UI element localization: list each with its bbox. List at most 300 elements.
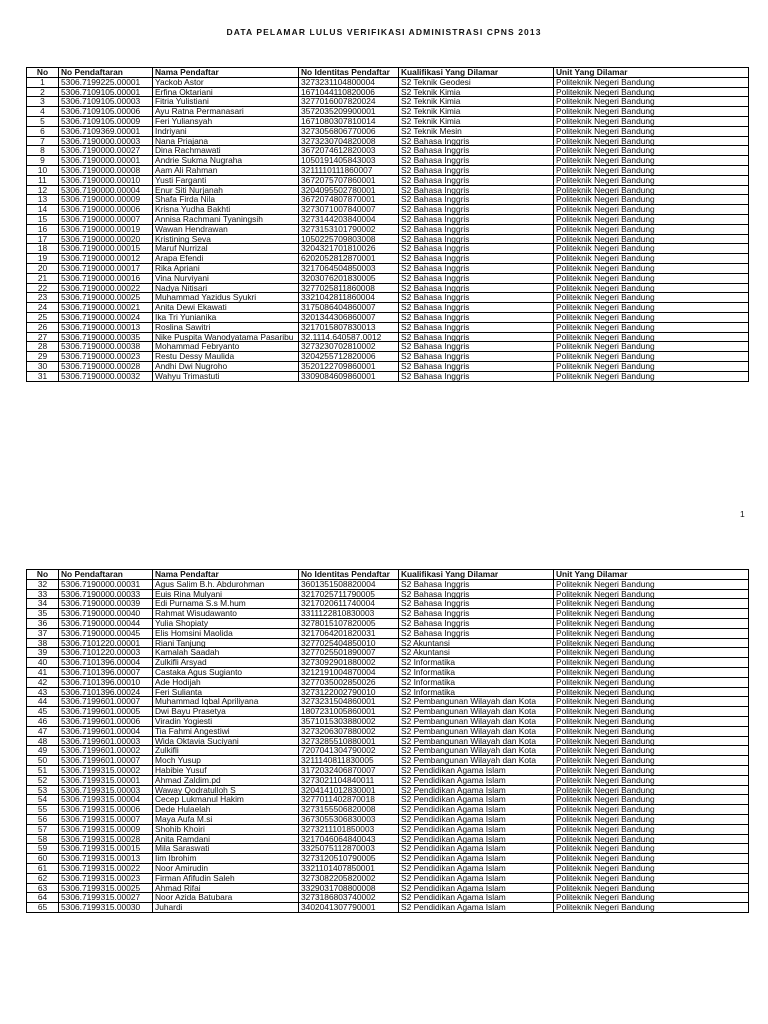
cell-qualification: S2 Pendidikan Agama Islam bbox=[399, 863, 554, 873]
header-registration-number: No Pendaftaran bbox=[59, 570, 153, 580]
table-row bbox=[27, 893, 749, 903]
table-row bbox=[27, 775, 749, 785]
cell-qualification: S2 Pembangunan Wilayah dan Kota bbox=[399, 707, 554, 717]
cell-identity-number: 3217025711790005 bbox=[299, 589, 399, 599]
cell-unit: Politeknik Negeri Bandung bbox=[554, 107, 749, 117]
table-row bbox=[27, 873, 749, 883]
cell-no: 45 bbox=[27, 707, 59, 717]
cell-unit: Politeknik Negeri Bandung bbox=[554, 293, 749, 303]
cell-registration-number: 5306.7190000.00020 bbox=[59, 234, 153, 244]
cell-registration-number: 5306.7199315.00028 bbox=[59, 834, 153, 844]
cell-applicant-name: Noor Amirudin bbox=[153, 863, 299, 873]
cell-no: 64 bbox=[27, 893, 59, 903]
cell-unit: Politeknik Negeri Bandung bbox=[554, 765, 749, 775]
cell-no: 47 bbox=[27, 726, 59, 736]
cell-unit: Politeknik Negeri Bandung bbox=[554, 136, 749, 146]
cell-registration-number: 5306.7101220.00001 bbox=[59, 638, 153, 648]
cell-applicant-name: Edi Purnama S.s M.hum bbox=[153, 599, 299, 609]
cell-identity-number: 3273122002790010 bbox=[299, 687, 399, 697]
cell-identity-number: 3273092901880002 bbox=[299, 658, 399, 668]
cell-registration-number: 5306.7190000.00021 bbox=[59, 303, 153, 313]
table-row bbox=[27, 765, 749, 775]
cell-unit: Politeknik Negeri Bandung bbox=[554, 352, 749, 362]
cell-no: 53 bbox=[27, 785, 59, 795]
cell-unit: Politeknik Negeri Bandung bbox=[554, 185, 749, 195]
table-row bbox=[27, 371, 749, 381]
cell-unit: Politeknik Negeri Bandung bbox=[554, 736, 749, 746]
cell-unit: Politeknik Negeri Bandung bbox=[554, 834, 749, 844]
header-no: No bbox=[27, 68, 59, 78]
cell-identity-number: 3203076201830005 bbox=[299, 273, 399, 283]
cell-applicant-name: Elis Homsini Maolida bbox=[153, 628, 299, 638]
cell-applicant-name: Feri Yuliansyah bbox=[153, 116, 299, 126]
cell-unit: Politeknik Negeri Bandung bbox=[554, 146, 749, 156]
cell-applicant-name: Aam Ali Rahman bbox=[153, 165, 299, 175]
cell-no: 57 bbox=[27, 824, 59, 834]
cell-unit: Politeknik Negeri Bandung bbox=[554, 903, 749, 913]
cell-qualification: S2 Bahasa Inggris bbox=[399, 195, 554, 205]
cell-registration-number: 5306.7199601.00002 bbox=[59, 746, 153, 756]
cell-applicant-name: Agus Salim B.h. Abdurohman bbox=[153, 579, 299, 589]
cell-applicant-name: Nana Priajana bbox=[153, 136, 299, 146]
cell-qualification: S2 Pendidikan Agama Islam bbox=[399, 903, 554, 913]
cell-applicant-name: Ahmad Rifai bbox=[153, 883, 299, 893]
cell-qualification: S2 Teknik Mesin bbox=[399, 126, 554, 136]
cell-no: 18 bbox=[27, 244, 59, 254]
cell-applicant-name: Mila Saraswati bbox=[153, 844, 299, 854]
cell-no: 22 bbox=[27, 283, 59, 293]
cell-registration-number: 5306.7190000.00004 bbox=[59, 185, 153, 195]
cell-no: 19 bbox=[27, 254, 59, 264]
table-row bbox=[27, 707, 749, 717]
cell-registration-number: 5306.7199601.00006 bbox=[59, 716, 153, 726]
cell-registration-number: 5306.7190000.00009 bbox=[59, 195, 153, 205]
cell-applicant-name: Shohib Khoiri bbox=[153, 824, 299, 834]
cell-registration-number: 5306.7190000.00006 bbox=[59, 205, 153, 215]
cell-qualification: S2 Bahasa Inggris bbox=[399, 146, 554, 156]
cell-qualification: S2 Bahasa Inggris bbox=[399, 599, 554, 609]
cell-unit: Politeknik Negeri Bandung bbox=[554, 609, 749, 619]
cell-registration-number: 5306.7109369.00001 bbox=[59, 126, 153, 136]
table-row bbox=[27, 658, 749, 668]
cell-qualification: S2 Bahasa Inggris bbox=[399, 165, 554, 175]
cell-registration-number: 5306.7199601.00004 bbox=[59, 726, 153, 736]
cell-identity-number: 3311122810830003 bbox=[299, 609, 399, 619]
cell-applicant-name: Erfina Oktariani bbox=[153, 87, 299, 97]
cell-registration-number: 5306.7190000.00039 bbox=[59, 599, 153, 609]
cell-identity-number: 3277035002850026 bbox=[299, 677, 399, 687]
cell-identity-number: 3204255712820006 bbox=[299, 352, 399, 362]
cell-registration-number: 5306.7190000.00035 bbox=[59, 332, 153, 342]
cell-qualification: S2 Bahasa Inggris bbox=[399, 293, 554, 303]
cell-applicant-name: Anita Ramdani bbox=[153, 834, 299, 844]
cell-identity-number: 3211110111860007 bbox=[299, 165, 399, 175]
cell-qualification: S2 Informatika bbox=[399, 658, 554, 668]
cell-applicant-name: Ahmad Zaldim.pd bbox=[153, 775, 299, 785]
cell-unit: Politeknik Negeri Bandung bbox=[554, 579, 749, 589]
cell-no: 46 bbox=[27, 716, 59, 726]
cell-unit: Politeknik Negeri Bandung bbox=[554, 814, 749, 824]
cell-qualification: S2 Bahasa Inggris bbox=[399, 628, 554, 638]
cell-applicant-name: Yusti Farganti bbox=[153, 175, 299, 185]
cell-unit: Politeknik Negeri Bandung bbox=[554, 746, 749, 756]
cell-identity-number: 3273155506820008 bbox=[299, 805, 399, 815]
header-unit: Unit Yang Dilamar bbox=[554, 570, 749, 580]
cell-identity-number: 3571015303880002 bbox=[299, 716, 399, 726]
cell-no: 41 bbox=[27, 667, 59, 677]
table-body bbox=[27, 77, 749, 381]
cell-qualification: S2 Bahasa Inggris bbox=[399, 371, 554, 381]
cell-no: 33 bbox=[27, 589, 59, 599]
cell-qualification: S2 Pendidikan Agama Islam bbox=[399, 844, 554, 854]
table-row bbox=[27, 863, 749, 873]
table-row bbox=[27, 687, 749, 697]
table-row bbox=[27, 214, 749, 224]
cell-identity-number: 3309084609860001 bbox=[299, 371, 399, 381]
cell-no: 11 bbox=[27, 175, 59, 185]
cell-registration-number: 5306.7190000.00001 bbox=[59, 156, 153, 166]
cell-identity-number: 3277025404850010 bbox=[299, 638, 399, 648]
cell-qualification: S2 Bahasa Inggris bbox=[399, 214, 554, 224]
table-row bbox=[27, 254, 749, 264]
cell-applicant-name: Rika Apriani bbox=[153, 263, 299, 273]
cell-qualification: S2 Pembangunan Wilayah dan Kota bbox=[399, 746, 554, 756]
cell-unit: Politeknik Negeri Bandung bbox=[554, 165, 749, 175]
cell-identity-number: 3172032406870007 bbox=[299, 765, 399, 775]
cell-applicant-name: Iim Ibrohim bbox=[153, 854, 299, 864]
cell-identity-number: 3273153101790002 bbox=[299, 224, 399, 234]
table-row bbox=[27, 618, 749, 628]
cell-qualification: S2 Akuntansi bbox=[399, 638, 554, 648]
cell-no: 31 bbox=[27, 371, 59, 381]
cell-unit: Politeknik Negeri Bandung bbox=[554, 677, 749, 687]
table-row bbox=[27, 185, 749, 195]
cell-qualification: S2 Pendidikan Agama Islam bbox=[399, 824, 554, 834]
cell-unit: Politeknik Negeri Bandung bbox=[554, 726, 749, 736]
table-row bbox=[27, 667, 749, 677]
cell-applicant-name: Zulkifli bbox=[153, 746, 299, 756]
cell-registration-number: 5306.7190000.00008 bbox=[59, 165, 153, 175]
cell-qualification: S2 Bahasa Inggris bbox=[399, 263, 554, 273]
cell-qualification: S2 Bahasa Inggris bbox=[399, 589, 554, 599]
table-row bbox=[27, 628, 749, 638]
table-row bbox=[27, 697, 749, 707]
cell-no: 37 bbox=[27, 628, 59, 638]
cell-registration-number: 5306.7199315.00013 bbox=[59, 854, 153, 864]
cell-identity-number: 1050225709803008 bbox=[299, 234, 399, 244]
cell-unit: Politeknik Negeri Bandung bbox=[554, 638, 749, 648]
cell-no: 9 bbox=[27, 156, 59, 166]
cell-applicant-name: Krisna Yudha Bakhti bbox=[153, 205, 299, 215]
cell-no: 35 bbox=[27, 609, 59, 619]
cell-identity-number: 3273206307880002 bbox=[299, 726, 399, 736]
cell-no: 5 bbox=[27, 116, 59, 126]
table-row bbox=[27, 609, 749, 619]
cell-identity-number: 3277025501890007 bbox=[299, 648, 399, 658]
cell-unit: Politeknik Negeri Bandung bbox=[554, 371, 749, 381]
cell-no: 39 bbox=[27, 648, 59, 658]
table-row bbox=[27, 579, 749, 589]
cell-applicant-name: Rahmat Wisudawanto bbox=[153, 609, 299, 619]
cell-identity-number: 3277011402870018 bbox=[299, 795, 399, 805]
cell-applicant-name: Zulkifli Arsyad bbox=[153, 658, 299, 668]
table-row bbox=[27, 834, 749, 844]
cell-registration-number: 5306.7199315.00001 bbox=[59, 775, 153, 785]
cell-applicant-name: Muhammad Yazidus Syukri bbox=[153, 293, 299, 303]
cell-no: 63 bbox=[27, 883, 59, 893]
cell-registration-number: 5306.7199315.00027 bbox=[59, 893, 153, 903]
cell-registration-number: 5306.7199315.00022 bbox=[59, 863, 153, 873]
cell-applicant-name: Feri Sulianta bbox=[153, 687, 299, 697]
cell-registration-number: 5306.7199225.00001 bbox=[59, 77, 153, 87]
table-row bbox=[27, 903, 749, 913]
cell-registration-number: 5306.7190000.00025 bbox=[59, 293, 153, 303]
cell-registration-number: 5306.7190000.00023 bbox=[59, 352, 153, 362]
cell-applicant-name: Wida Oktavia Suciyani bbox=[153, 736, 299, 746]
table-row bbox=[27, 844, 749, 854]
cell-no: 49 bbox=[27, 746, 59, 756]
cell-registration-number: 5306.7101396.00010 bbox=[59, 677, 153, 687]
cell-no: 51 bbox=[27, 765, 59, 775]
cell-unit: Politeknik Negeri Bandung bbox=[554, 589, 749, 599]
cell-applicant-name: Ade Hodijah bbox=[153, 677, 299, 687]
cell-unit: Politeknik Negeri Bandung bbox=[554, 332, 749, 342]
cell-qualification: S2 Pendidikan Agama Islam bbox=[399, 795, 554, 805]
table-header-row bbox=[27, 68, 749, 78]
table-body bbox=[27, 579, 749, 912]
header-identity-number: No Identitas Pendaftar bbox=[299, 570, 399, 580]
cell-no: 29 bbox=[27, 352, 59, 362]
cell-qualification: S2 Teknik Kimia bbox=[399, 97, 554, 107]
table-row bbox=[27, 293, 749, 303]
cell-no: 38 bbox=[27, 638, 59, 648]
cell-no: 10 bbox=[27, 165, 59, 175]
cell-qualification: S2 Bahasa Inggris bbox=[399, 283, 554, 293]
cell-identity-number: 3273071007840007 bbox=[299, 205, 399, 215]
cell-applicant-name: Wahyu Trimastuti bbox=[153, 371, 299, 381]
cell-no: 59 bbox=[27, 844, 59, 854]
page-number: 1 bbox=[740, 509, 745, 519]
table-row bbox=[27, 107, 749, 117]
cell-qualification: S2 Bahasa Inggris bbox=[399, 342, 554, 352]
cell-registration-number: 5306.7199601.00003 bbox=[59, 736, 153, 746]
cell-unit: Politeknik Negeri Bandung bbox=[554, 805, 749, 815]
cell-qualification: S2 Teknik Kimia bbox=[399, 87, 554, 97]
table-row bbox=[27, 136, 749, 146]
table-header-row bbox=[27, 570, 749, 580]
cell-registration-number: 5306.7190000.00032 bbox=[59, 371, 153, 381]
cell-identity-number: 3273056806770006 bbox=[299, 126, 399, 136]
cell-identity-number: 3273186803740002 bbox=[299, 893, 399, 903]
cell-qualification: S2 Bahasa Inggris bbox=[399, 332, 554, 342]
cell-identity-number: 3402041307790001 bbox=[299, 903, 399, 913]
cell-unit: Politeknik Negeri Bandung bbox=[554, 342, 749, 352]
cell-identity-number: 3204095502780001 bbox=[299, 185, 399, 195]
table-row bbox=[27, 677, 749, 687]
cell-applicant-name: Dwi Bayu Prasetya bbox=[153, 707, 299, 717]
cell-unit: Politeknik Negeri Bandung bbox=[554, 756, 749, 766]
table-row bbox=[27, 175, 749, 185]
cell-identity-number: 3572035209900001 bbox=[299, 107, 399, 117]
cell-no: 25 bbox=[27, 312, 59, 322]
cell-identity-number: 3217064201820031 bbox=[299, 628, 399, 638]
cell-identity-number: 3277016007820024 bbox=[299, 97, 399, 107]
cell-no: 32 bbox=[27, 579, 59, 589]
table-row bbox=[27, 756, 749, 766]
cell-unit: Politeknik Negeri Bandung bbox=[554, 77, 749, 87]
cell-qualification: S2 Bahasa Inggris bbox=[399, 224, 554, 234]
cell-registration-number: 5306.7109105.00006 bbox=[59, 107, 153, 117]
table-row bbox=[27, 716, 749, 726]
table-row bbox=[27, 322, 749, 332]
cell-no: 60 bbox=[27, 854, 59, 864]
cell-unit: Politeknik Negeri Bandung bbox=[554, 687, 749, 697]
cell-applicant-name: Tia Fahmi Angestiwi bbox=[153, 726, 299, 736]
cell-no: 1 bbox=[27, 77, 59, 87]
cell-unit: Politeknik Negeri Bandung bbox=[554, 205, 749, 215]
cell-registration-number: 5306.7190000.00031 bbox=[59, 579, 153, 589]
table-row bbox=[27, 746, 749, 756]
cell-registration-number: 5306.7109105.00003 bbox=[59, 97, 153, 107]
cell-no: 26 bbox=[27, 322, 59, 332]
cell-identity-number: 3321101407850001 bbox=[299, 863, 399, 873]
cell-unit: Politeknik Negeri Bandung bbox=[554, 618, 749, 628]
cell-qualification: S2 Bahasa Inggris bbox=[399, 322, 554, 332]
cell-applicant-name: Habibie Yusuf bbox=[153, 765, 299, 775]
table-row bbox=[27, 726, 749, 736]
cell-unit: Politeknik Negeri Bandung bbox=[554, 283, 749, 293]
cell-no: 42 bbox=[27, 677, 59, 687]
cell-applicant-name: Castaka Agus Sugianto bbox=[153, 667, 299, 677]
cell-qualification: S2 Pendidikan Agama Islam bbox=[399, 765, 554, 775]
cell-identity-number: 3273144203840004 bbox=[299, 214, 399, 224]
cell-qualification: S2 Teknik Geodesi bbox=[399, 77, 554, 87]
header-applicant-name: Nama Pendaftar bbox=[153, 570, 299, 580]
cell-identity-number: 1050191405843003 bbox=[299, 156, 399, 166]
table-row bbox=[27, 312, 749, 322]
cell-applicant-name: Ayu Ratna Permanasari bbox=[153, 107, 299, 117]
cell-identity-number: 3273285510880001 bbox=[299, 736, 399, 746]
cell-qualification: S2 Informatika bbox=[399, 667, 554, 677]
cell-no: 12 bbox=[27, 185, 59, 195]
cell-registration-number: 5306.7190000.00016 bbox=[59, 273, 153, 283]
cell-registration-number: 5306.7109105.00009 bbox=[59, 116, 153, 126]
cell-unit: Politeknik Negeri Bandung bbox=[554, 707, 749, 717]
header-qualification: Kualifikasi Yang Dilamar bbox=[399, 68, 554, 78]
cell-no: 2 bbox=[27, 87, 59, 97]
table-row bbox=[27, 303, 749, 313]
cell-applicant-name: Yulia Shopiaty bbox=[153, 618, 299, 628]
cell-identity-number: 3278015107820005 bbox=[299, 618, 399, 628]
cell-identity-number: 3273211101850003 bbox=[299, 824, 399, 834]
cell-unit: Politeknik Negeri Bandung bbox=[554, 883, 749, 893]
cell-qualification: S2 Bahasa Inggris bbox=[399, 618, 554, 628]
cell-registration-number: 5306.7199315.00002 bbox=[59, 765, 153, 775]
table-row bbox=[27, 648, 749, 658]
cell-applicant-name: Noor Azida Batubara bbox=[153, 893, 299, 903]
applicant-table-page-2 bbox=[26, 569, 749, 913]
cell-unit: Politeknik Negeri Bandung bbox=[554, 97, 749, 107]
cell-unit: Politeknik Negeri Bandung bbox=[554, 854, 749, 864]
table-row bbox=[27, 77, 749, 87]
cell-applicant-name: Nadya Nitisari bbox=[153, 283, 299, 293]
cell-applicant-name: Dede Hulaelah bbox=[153, 805, 299, 815]
cell-qualification: S2 Bahasa Inggris bbox=[399, 205, 554, 215]
cell-unit: Politeknik Negeri Bandung bbox=[554, 648, 749, 658]
cell-identity-number: 3273231504860001 bbox=[299, 697, 399, 707]
cell-qualification: S2 Pendidikan Agama Islam bbox=[399, 854, 554, 864]
cell-no: 30 bbox=[27, 361, 59, 371]
cell-identity-number: 3204321701810026 bbox=[299, 244, 399, 254]
cell-identity-number: 3217020611740004 bbox=[299, 599, 399, 609]
cell-identity-number: 3212191004870004 bbox=[299, 667, 399, 677]
cell-unit: Politeknik Negeri Bandung bbox=[554, 873, 749, 883]
cell-identity-number: 1671044110820006 bbox=[299, 87, 399, 97]
cell-unit: Politeknik Negeri Bandung bbox=[554, 263, 749, 273]
cell-applicant-name: Waway Qodratulloh S bbox=[153, 785, 299, 795]
cell-qualification: S2 Pembangunan Wilayah dan Kota bbox=[399, 756, 554, 766]
applicant-table-page-1 bbox=[26, 67, 749, 382]
cell-no: 54 bbox=[27, 795, 59, 805]
header-identity-number: No Identitas Pendaftar bbox=[299, 68, 399, 78]
cell-qualification: S2 Bahasa Inggris bbox=[399, 361, 554, 371]
cell-applicant-name: Ika Tri Yunianika bbox=[153, 312, 299, 322]
cell-no: 44 bbox=[27, 697, 59, 707]
cell-identity-number: 6202052812870001 bbox=[299, 254, 399, 264]
cell-no: 21 bbox=[27, 273, 59, 283]
table-row bbox=[27, 283, 749, 293]
cell-qualification: S2 Bahasa Inggris bbox=[399, 312, 554, 322]
cell-applicant-name: Mohammad Febryanto bbox=[153, 342, 299, 352]
cell-identity-number: 32.1114.640587.0012 bbox=[299, 332, 399, 342]
cell-no: 14 bbox=[27, 205, 59, 215]
cell-no: 16 bbox=[27, 224, 59, 234]
cell-no: 15 bbox=[27, 214, 59, 224]
cell-qualification: S2 Teknik Kimia bbox=[399, 107, 554, 117]
cell-registration-number: 5306.7199315.00007 bbox=[59, 814, 153, 824]
cell-registration-number: 5306.7190000.00013 bbox=[59, 322, 153, 332]
cell-qualification: S2 Pendidikan Agama Islam bbox=[399, 805, 554, 815]
cell-unit: Politeknik Negeri Bandung bbox=[554, 628, 749, 638]
header-registration-number: No Pendaftaran bbox=[59, 68, 153, 78]
cell-qualification: S2 Pendidikan Agama Islam bbox=[399, 814, 554, 824]
cell-qualification: S2 Pendidikan Agama Islam bbox=[399, 893, 554, 903]
cell-qualification: S2 Bahasa Inggris bbox=[399, 175, 554, 185]
cell-no: 13 bbox=[27, 195, 59, 205]
cell-unit: Politeknik Negeri Bandung bbox=[554, 599, 749, 609]
cell-no: 65 bbox=[27, 903, 59, 913]
cell-qualification: S2 Pendidikan Agama Islam bbox=[399, 775, 554, 785]
cell-qualification: S2 Bahasa Inggris bbox=[399, 579, 554, 589]
cell-applicant-name: Shafa Firda Nila bbox=[153, 195, 299, 205]
cell-applicant-name: Dina Rachmawati bbox=[153, 146, 299, 156]
cell-no: 27 bbox=[27, 332, 59, 342]
cell-unit: Politeknik Negeri Bandung bbox=[554, 303, 749, 313]
cell-registration-number: 5306.7190000.00012 bbox=[59, 254, 153, 264]
cell-identity-number: 3217046064840043 bbox=[299, 834, 399, 844]
cell-applicant-name: Fitria Yulistiani bbox=[153, 97, 299, 107]
table-row bbox=[27, 195, 749, 205]
cell-qualification: S2 Bahasa Inggris bbox=[399, 303, 554, 313]
table-row bbox=[27, 638, 749, 648]
cell-applicant-name: Anita Dewi Ekawati bbox=[153, 303, 299, 313]
cell-applicant-name: Indriyani bbox=[153, 126, 299, 136]
cell-qualification: S2 Bahasa Inggris bbox=[399, 156, 554, 166]
cell-registration-number: 5306.7190000.00024 bbox=[59, 312, 153, 322]
cell-registration-number: 5306.7101220.00003 bbox=[59, 648, 153, 658]
cell-identity-number: 3211140811830005 bbox=[299, 756, 399, 766]
cell-unit: Politeknik Negeri Bandung bbox=[554, 785, 749, 795]
